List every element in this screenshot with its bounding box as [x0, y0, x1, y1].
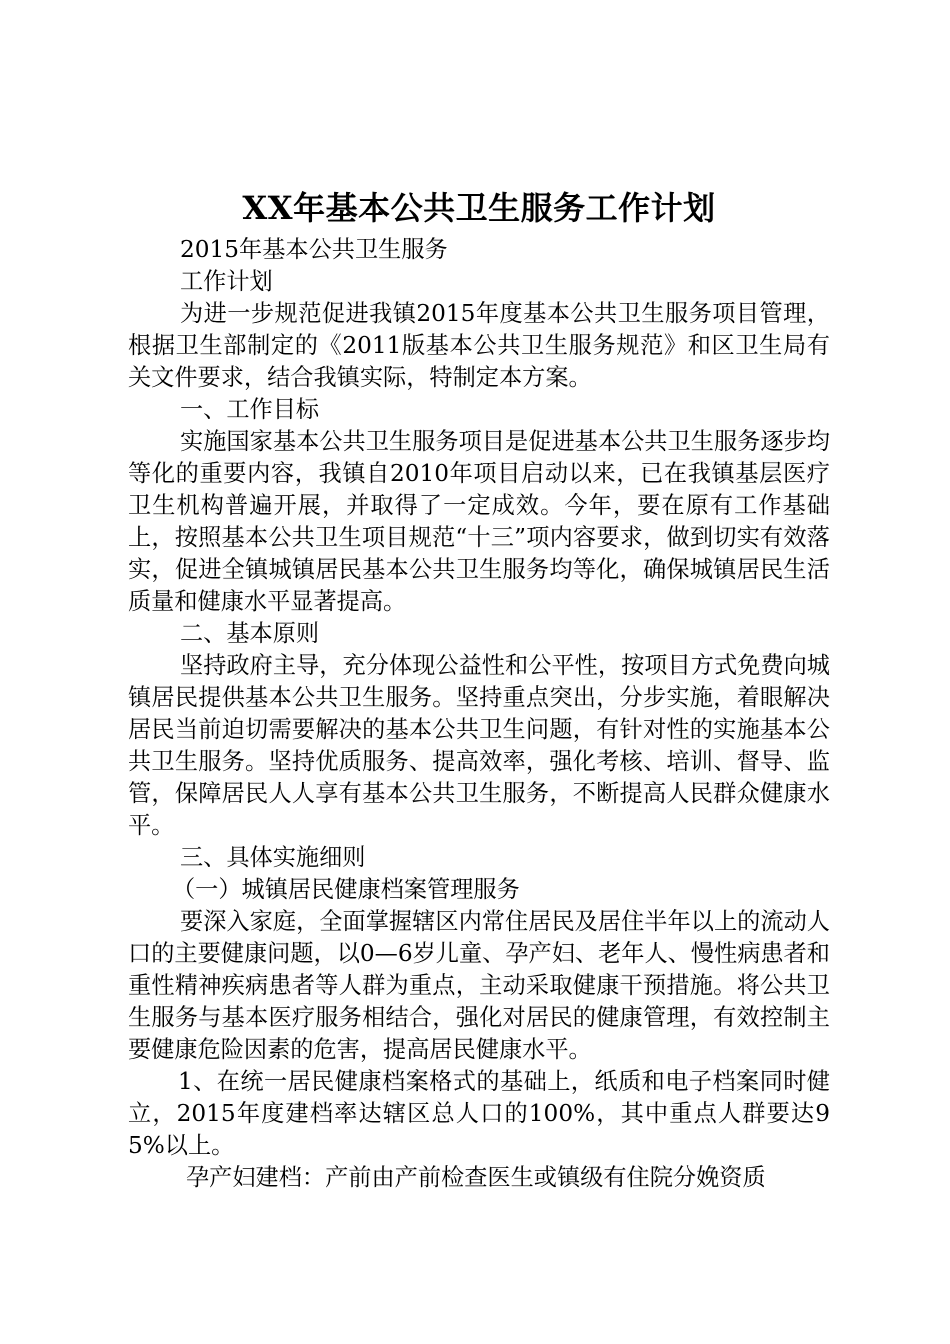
section-1-heading: 一、工作目标: [180, 396, 320, 423]
subsection-1-heading: （一）城镇居民健康档案管理服务: [172, 876, 520, 903]
subtitle-line-2: 工作计划: [180, 268, 273, 295]
section-2-paragraph: 坚持政府主导，充分体现公益性和公平性，按项目方式免费向城镇居民提供基本公共卫生服务。坚持重点突出，分步实施，着眼解决居民当前迫切需要解决的基本公共卫生问题，有针对性的实施基本公共卫生服务。坚持优质服务、提高效率，强化考核、培训、督导、监管，保障居民人人享有基本公共卫生服务，不断提高人民群众健康水平。: [128, 652, 830, 839]
document-page: [128, 182, 830, 1194]
subtitle-line-1: 2015年基本公共卫生服务: [180, 236, 448, 263]
subsection-1-paragraph: 要深入家庭，全面掌握辖区内常住居民及居住半年以上的流动人口的主要健康问题，以0—6岁儿童、孕产妇、老年人、慢性病患者和重性精神疾病患者等人群为重点，主动采取健康干预措施。将公共卫生服务与基本医疗服务相结合，强化对居民的健康管理，有效控制主要健康危险因素的危害，提高居民健康水平。: [128, 908, 830, 1063]
item-2-paragraph: 孕产妇建档：产前由产前检查医生或镇级有住院分娩资质: [186, 1164, 766, 1191]
intro-paragraph: 为进一步规范促进我镇2015年度基本公共卫生服务项目管理，根据卫生部制定的《2011版基本公共卫生服务规范》和区卫生局有关文件要求，结合我镇实际，特制定本方案。: [128, 300, 830, 391]
item-1-paragraph: 1、在统一居民健康档案格式的基础上，纸质和电子档案同时健立，2015年度建档率达辖区总人口的100%，其中重点人群要达95%以上。: [128, 1068, 830, 1159]
section-3-heading: 三、具体实施细则: [180, 844, 366, 871]
document-title: XX年基本公共卫生服务工作计划: [242, 189, 716, 227]
section-2-heading: 二、基本原则: [180, 620, 320, 647]
section-1-paragraph: 实施国家基本公共卫生服务项目是促进基本公共卫生服务逐步均等化的重要内容，我镇自2010年项目启动以来，已在我镇基层医疗卫生机构普遍开展，并取得了一定成效。今年，要在原有工作基础上，按照基本公共卫生项目规范“十三”项内容要求，做到切实有效落实，促进全镇城镇居民基本公共卫生服务均等化，确保城镇居民生活质量和健康水平显著提高。: [128, 428, 830, 615]
